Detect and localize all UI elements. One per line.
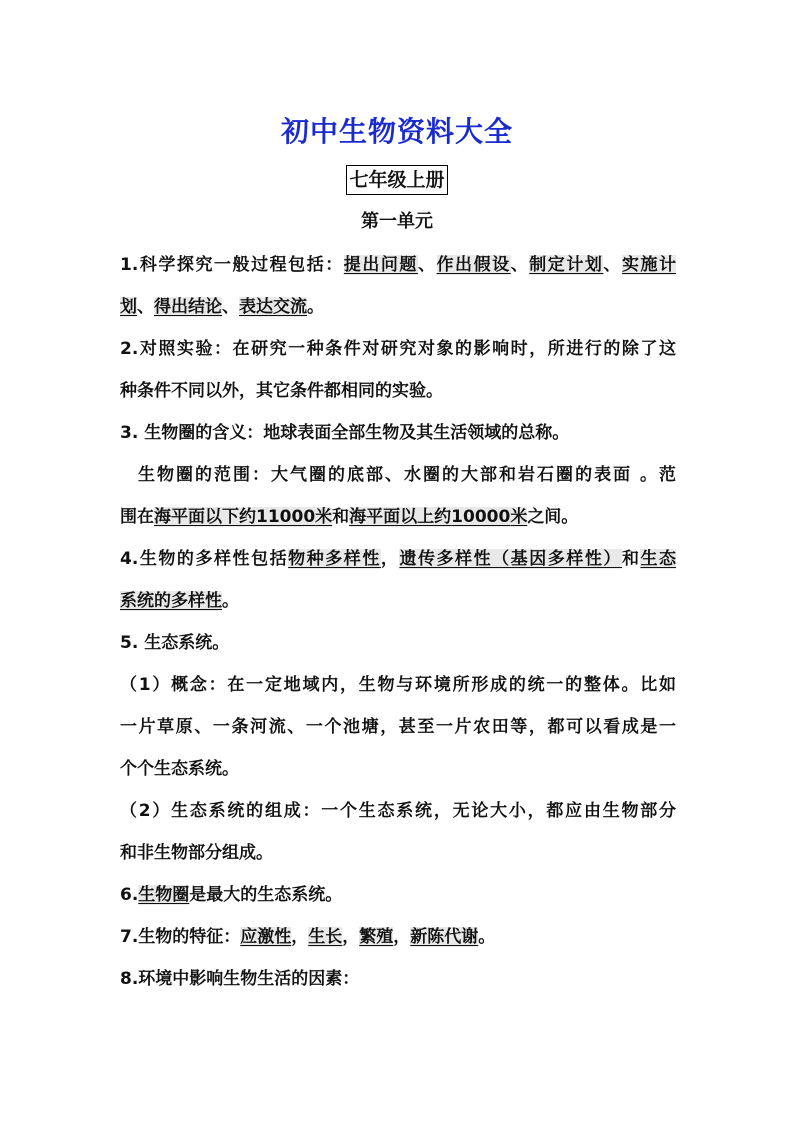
underlined-answer: 表达交流 — [239, 297, 307, 317]
text-line: 5. 生态系统。 — [120, 633, 230, 653]
text-segment: 和 — [621, 549, 641, 569]
text-line: （1）概念：在一定地域内，生物与环境所形成的统一的整体。比如 — [120, 675, 676, 695]
text-line: 种条件不同以外，其它条件都相同的实验。 — [120, 381, 443, 401]
underlined-answer: 生长 — [308, 927, 343, 947]
text-segment: 围在 — [120, 507, 154, 527]
text-line — [120, 580, 676, 622]
text-segment: 1.科学探究一般过程包括： — [120, 255, 344, 275]
underlined-answer: 得出结论 — [154, 297, 222, 317]
underlined-answer: 应激性 — [240, 927, 292, 947]
document-title: 初中生物资料大全 — [280, 115, 513, 148]
underlined-answer: 系统的多样性 — [120, 591, 222, 611]
underlined-answer: 划 — [120, 297, 137, 317]
text-segment: 。 — [222, 591, 239, 611]
underlined-answer: 遗传多样性（基因多样性） — [399, 549, 622, 569]
grade-heading-wrap — [0, 165, 794, 195]
text-line — [120, 874, 676, 916]
text-segment: 是最大的生态系统。 — [189, 885, 343, 905]
text-line: 3. 生物圈的含义：地球表面全部生物及其生活领域的总称。 — [120, 423, 570, 443]
underlined-answer: 新陈代谢 — [410, 927, 479, 947]
text-line: （2）生态系统的组成：一个生态系统，无论大小，都应由生物部分 — [120, 801, 676, 821]
text-segment: 、 — [222, 297, 239, 317]
underlined-answer: 米 — [315, 507, 333, 527]
underlined-answer: 生态 — [640, 549, 677, 569]
text-segment: ， — [342, 927, 360, 947]
underlined-answer: 实施计 — [621, 255, 677, 275]
text-segment: ， — [393, 927, 411, 947]
underlined-answer: 物种多样性 — [288, 549, 381, 569]
underlined-answer: 生物圈 — [138, 885, 190, 905]
underlined-answer: 10000 — [451, 507, 511, 527]
underlined-answer: 制定计划 — [529, 255, 604, 275]
text-segment: 6. — [120, 885, 139, 905]
text-segment: 7.生物的特征： — [120, 927, 241, 947]
underlined-answer: 11000 — [256, 507, 316, 527]
text-line: 一片草原、一条河流、一个池塘，甚至一片农田等，都可以看成是一 — [120, 717, 676, 737]
text-line: 和非生物部分组成。 — [120, 843, 273, 863]
text-line — [120, 244, 676, 286]
underlined-answer: 作出假设 — [436, 255, 511, 275]
grade-heading: 七年级上册 — [346, 165, 447, 195]
text-line — [120, 496, 676, 538]
underlined-answer: 海平面以上约 — [349, 507, 452, 527]
text-segment: 之间。 — [527, 507, 579, 527]
document-body — [120, 244, 676, 1000]
underlined-answer: 繁殖 — [359, 927, 394, 947]
text-segment: 和 — [332, 507, 350, 527]
text-segment: 4.生物的多样性包括 — [120, 549, 289, 569]
text-line: 8.环境中影响生物生活的因素： — [120, 969, 360, 989]
text-segment: 、 — [137, 297, 154, 317]
underlined-answer: 提出问题 — [343, 255, 418, 275]
unit-heading: 第一单元 — [361, 211, 433, 232]
text-segment: 。 — [478, 927, 496, 947]
text-segment: 。 — [307, 297, 324, 317]
text-segment: 、 — [603, 255, 622, 275]
text-line — [120, 916, 676, 958]
text-line — [120, 286, 676, 328]
text-segment: 、 — [417, 255, 437, 275]
text-segment: 、 — [510, 255, 530, 275]
text-segment: ， — [291, 927, 309, 947]
text-line: 生物圈的范围：大气圈的底部、水圈的大部和岩石圈的表面 。范 — [138, 465, 676, 485]
text-segment: ， — [380, 549, 400, 569]
underlined-answer: 米 — [510, 507, 528, 527]
text-line: 2.对照实验：在研究一种条件对研究对象的影响时，所进行的除了这 — [120, 339, 676, 359]
text-line — [120, 538, 676, 580]
underlined-answer: 海平面以下约 — [154, 507, 256, 527]
text-line: 个个生态系统。 — [120, 759, 239, 779]
